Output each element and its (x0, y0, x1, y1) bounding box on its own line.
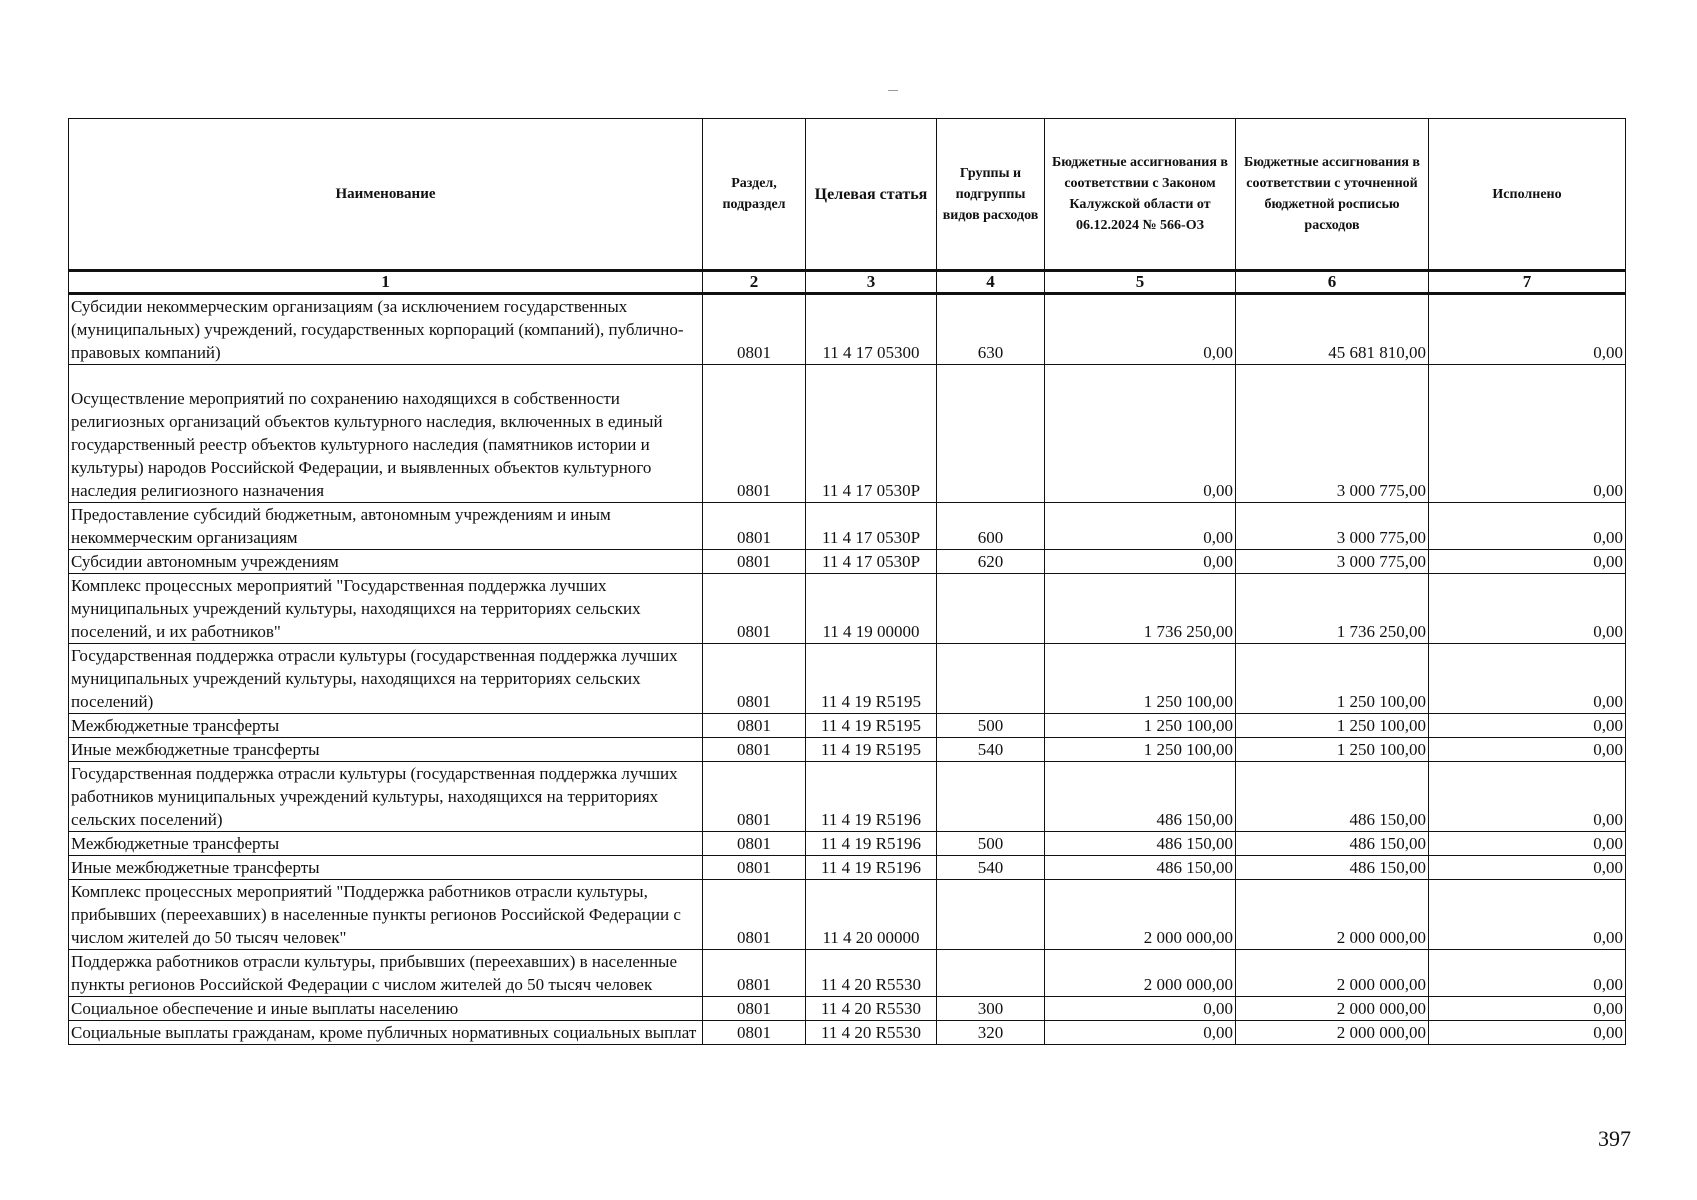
column-number-row (69, 271, 1626, 294)
header-law-allocation: Бюджетные ассигнования в соответствии с Законом Калужской области от 06.12.2024 № 566-ОЗ (1045, 119, 1236, 271)
row-executed: 0,00 (1429, 574, 1626, 644)
column-number: 1 (69, 271, 703, 294)
row-executed: 0,00 (1429, 294, 1626, 365)
row-target: 11 4 19 R5196 (806, 762, 937, 832)
row-executed: 0,00 (1429, 365, 1626, 503)
row-name: Социальные выплаты гражданам, кроме публичных нормативных социальных выплат (69, 1021, 703, 1045)
row-section: 0801 (703, 856, 806, 880)
row-group: 620 (937, 550, 1045, 574)
row-name: Иные межбюджетные трансферты (69, 856, 703, 880)
row-group (937, 880, 1045, 950)
row-section: 0801 (703, 294, 806, 365)
column-number: 7 (1429, 271, 1626, 294)
header-section: Раздел, подраздел (703, 119, 806, 271)
row-executed: 0,00 (1429, 880, 1626, 950)
row-target: 11 4 19 R5195 (806, 644, 937, 714)
row-target: 11 4 20 R5530 (806, 950, 937, 997)
row-section: 0801 (703, 1021, 806, 1045)
table-row (69, 365, 1626, 503)
row-section: 0801 (703, 550, 806, 574)
header-name: Наименование (69, 119, 703, 271)
row-refined-allocation: 486 150,00 (1236, 856, 1429, 880)
row-section: 0801 (703, 503, 806, 550)
row-refined-allocation: 486 150,00 (1236, 762, 1429, 832)
row-group: 500 (937, 714, 1045, 738)
row-refined-allocation: 2 000 000,00 (1236, 997, 1429, 1021)
scan-mark (888, 90, 898, 91)
row-refined-allocation: 1 250 100,00 (1236, 644, 1429, 714)
row-law-allocation: 2 000 000,00 (1045, 880, 1236, 950)
table-row (69, 503, 1626, 550)
row-name: Межбюджетные трансферты (69, 832, 703, 856)
table-row (69, 714, 1626, 738)
header-executed: Исполнено (1429, 119, 1626, 271)
row-executed: 0,00 (1429, 1021, 1626, 1045)
row-executed: 0,00 (1429, 950, 1626, 997)
row-group (937, 762, 1045, 832)
row-group: 600 (937, 503, 1045, 550)
row-target: 11 4 17 0530Р (806, 550, 937, 574)
row-law-allocation: 1 250 100,00 (1045, 714, 1236, 738)
row-refined-allocation: 1 250 100,00 (1236, 738, 1429, 762)
table-row (69, 832, 1626, 856)
table-row (69, 644, 1626, 714)
row-target: 11 4 17 0530Р (806, 365, 937, 503)
row-target: 11 4 20 R5530 (806, 997, 937, 1021)
row-name: Государственная поддержка отрасли культуры (государственная поддержка лучших работников муниципальных учреждений культуры, находящихся на территориях сельских поселений) (69, 762, 703, 832)
table-row (69, 574, 1626, 644)
row-group: 630 (937, 294, 1045, 365)
table-row (69, 950, 1626, 997)
row-section: 0801 (703, 880, 806, 950)
row-refined-allocation: 486 150,00 (1236, 832, 1429, 856)
row-section: 0801 (703, 365, 806, 503)
row-refined-allocation: 45 681 810,00 (1236, 294, 1429, 365)
row-law-allocation: 0,00 (1045, 365, 1236, 503)
row-name: Межбюджетные трансферты (69, 714, 703, 738)
row-name: Комплекс процессных мероприятий "Государственная поддержка лучших муниципальных учреждений культуры, находящихся на территориях сельских поселений, и их работников" (69, 574, 703, 644)
row-section: 0801 (703, 997, 806, 1021)
row-section: 0801 (703, 738, 806, 762)
table-row (69, 738, 1626, 762)
row-law-allocation: 0,00 (1045, 550, 1236, 574)
row-group: 320 (937, 1021, 1045, 1045)
row-name: Субсидии некоммерческим организациям (за исключением государственных (муниципальных) учреждений, государственных корпораций (компаний), публично-правовых компаний) (69, 294, 703, 365)
row-target: 11 4 20 R5530 (806, 1021, 937, 1045)
row-refined-allocation: 2 000 000,00 (1236, 950, 1429, 997)
row-executed: 0,00 (1429, 714, 1626, 738)
row-name: Поддержка работников отрасли культуры, прибывших (переехавших) в населенные пункты регионов Российской Федерации с числом жителей до 50 тысяч человек (69, 950, 703, 997)
row-refined-allocation: 2 000 000,00 (1236, 880, 1429, 950)
row-law-allocation: 0,00 (1045, 294, 1236, 365)
row-group: 500 (937, 832, 1045, 856)
table-row (69, 550, 1626, 574)
header-row (69, 119, 1626, 271)
table-row (69, 880, 1626, 950)
row-name: Субсидии автономным учреждениям (69, 550, 703, 574)
row-target: 11 4 17 0530Р (806, 503, 937, 550)
row-law-allocation: 0,00 (1045, 1021, 1236, 1045)
row-law-allocation: 0,00 (1045, 503, 1236, 550)
page-number: 397 (1598, 1126, 1631, 1151)
table-row (69, 1021, 1626, 1045)
row-group: 540 (937, 856, 1045, 880)
row-target: 11 4 19 R5195 (806, 738, 937, 762)
row-refined-allocation: 1 250 100,00 (1236, 714, 1429, 738)
budget-table (68, 118, 1626, 1045)
row-group: 540 (937, 738, 1045, 762)
table-row (69, 762, 1626, 832)
row-refined-allocation: 3 000 775,00 (1236, 365, 1429, 503)
row-section: 0801 (703, 644, 806, 714)
row-section: 0801 (703, 832, 806, 856)
row-target: 11 4 20 00000 (806, 880, 937, 950)
table-row (69, 294, 1626, 365)
row-law-allocation: 486 150,00 (1045, 832, 1236, 856)
row-group (937, 950, 1045, 997)
row-group (937, 365, 1045, 503)
row-target: 11 4 19 R5196 (806, 832, 937, 856)
row-law-allocation: 1 736 250,00 (1045, 574, 1236, 644)
row-section: 0801 (703, 574, 806, 644)
row-name: Государственная поддержка отрасли культуры (государственная поддержка лучших муниципальных учреждений культуры, находящихся на территориях сельских поселений) (69, 644, 703, 714)
row-executed: 0,00 (1429, 503, 1626, 550)
row-law-allocation: 1 250 100,00 (1045, 644, 1236, 714)
row-target: 11 4 19 00000 (806, 574, 937, 644)
row-executed: 0,00 (1429, 550, 1626, 574)
row-name: Предоставление субсидий бюджетным, автономным учреждениям и иным некоммерческим организациям (69, 503, 703, 550)
header-target: Целевая статья (806, 119, 937, 271)
row-group (937, 574, 1045, 644)
column-number: 6 (1236, 271, 1429, 294)
row-law-allocation: 2 000 000,00 (1045, 950, 1236, 997)
row-law-allocation: 0,00 (1045, 997, 1236, 1021)
column-number: 5 (1045, 271, 1236, 294)
row-refined-allocation: 1 736 250,00 (1236, 574, 1429, 644)
row-executed: 0,00 (1429, 738, 1626, 762)
row-section: 0801 (703, 762, 806, 832)
row-law-allocation: 486 150,00 (1045, 762, 1236, 832)
row-name: Иные межбюджетные трансферты (69, 738, 703, 762)
row-law-allocation: 486 150,00 (1045, 856, 1236, 880)
column-number: 4 (937, 271, 1045, 294)
header-refined-allocation: Бюджетные ассигнования в соответствии с уточненной бюджетной росписью расходов (1236, 119, 1429, 271)
row-group: 300 (937, 997, 1045, 1021)
row-executed: 0,00 (1429, 832, 1626, 856)
row-refined-allocation: 3 000 775,00 (1236, 503, 1429, 550)
row-section: 0801 (703, 950, 806, 997)
row-executed: 0,00 (1429, 762, 1626, 832)
column-number: 3 (806, 271, 937, 294)
row-target: 11 4 19 R5195 (806, 714, 937, 738)
table-row (69, 856, 1626, 880)
row-target: 11 4 17 05300 (806, 294, 937, 365)
row-section: 0801 (703, 714, 806, 738)
column-number: 2 (703, 271, 806, 294)
row-executed: 0,00 (1429, 997, 1626, 1021)
header-group: Группы и подгруппы видов расходов (937, 119, 1045, 271)
table-row (69, 997, 1626, 1021)
row-refined-allocation: 3 000 775,00 (1236, 550, 1429, 574)
row-refined-allocation: 2 000 000,00 (1236, 1021, 1429, 1045)
row-name: Осуществление мероприятий по сохранению находящихся в собственности религиозных организаций объектов культурного наследия, включенных в единый государственный реестр объектов культурного наследия (памятников истории и культуры) народов Российской Федерации, и выявленных объектов культурного наследия религиозного назначения (69, 365, 703, 503)
row-law-allocation: 1 250 100,00 (1045, 738, 1236, 762)
row-group (937, 644, 1045, 714)
row-target: 11 4 19 R5196 (806, 856, 937, 880)
row-name: Социальное обеспечение и иные выплаты населению (69, 997, 703, 1021)
row-executed: 0,00 (1429, 644, 1626, 714)
row-executed: 0,00 (1429, 856, 1626, 880)
row-name: Комплекс процессных мероприятий "Поддержка работников отрасли культуры, прибывших (переехавших) в населенные пункты регионов Российской Федерации с числом жителей до 50 тысяч человек" (69, 880, 703, 950)
